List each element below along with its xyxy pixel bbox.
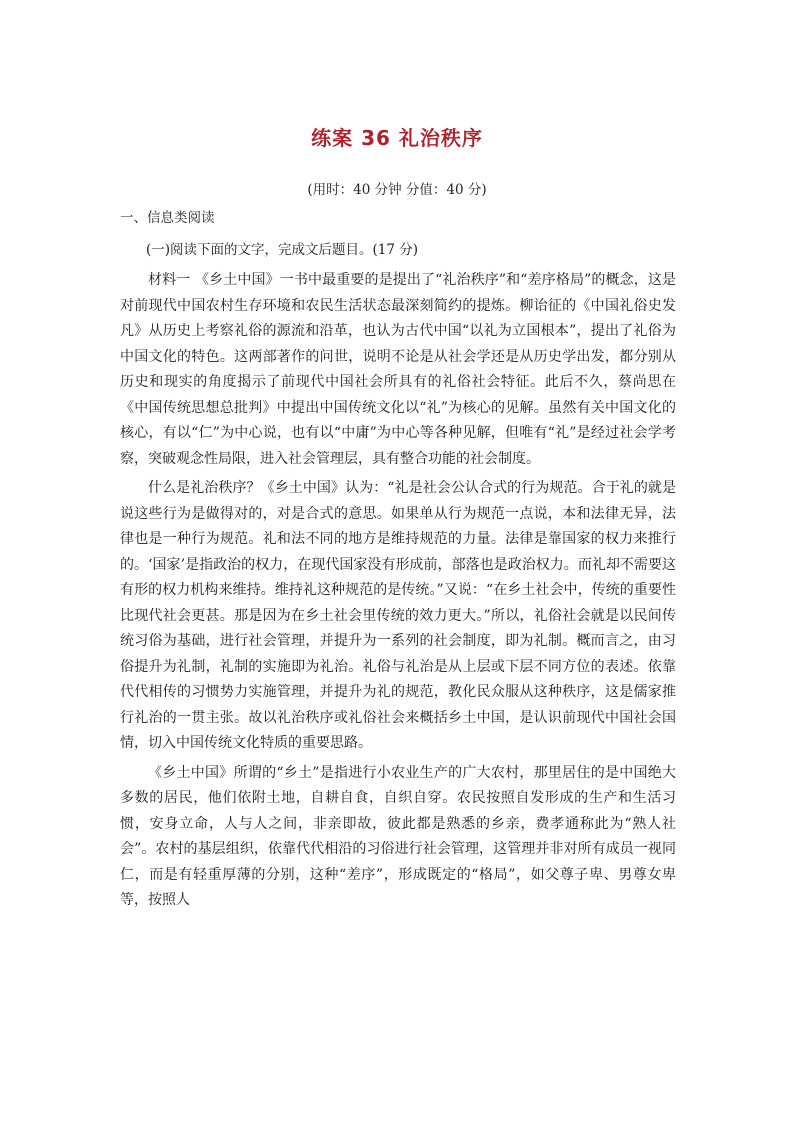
paragraph-material-1: 材料一 《乡土中国》一书中最重要的是提出了“礼治秩序”和“差序格局”的概念，这是对前现代中国农村生存环境和农民生活状态最深刻简约的提炼。柳诒征的《中国礼俗史发凡》从历史上考察礼俗的源流和沿革，也认为古代中国“以礼为立国根本”，提出了礼俗为中国文化的特色。这两部著作的问世，说明不论是从社会学还是从历史学出发，都分别从历史和现实的角度揭示了前现代中国社会所具有的礼俗社会特征。此后不久，蔡尚思在《中国传统思想总批判》中提出中国传统文化以“礼”为核心的见解。虽然有关中国文化的核心，有以“仁”为中心说，也有以“中庸”为中心等各种见解，但唯有“礼”是经过社会学考察，突破观念性局限，进入社会管理层，具有整合功能的社会制度。 <box>120 272 676 467</box>
passage-body <box>120 268 676 918</box>
page-title: 练案 36 礼治秩序 <box>311 126 483 150</box>
section-heading: 一、信息类阅读 <box>120 210 215 226</box>
time-score-info: (用时：40 分钟 分值：40 分) <box>307 182 487 198</box>
paragraph-ritual-order: 什么是礼治秩序？《乡土中国》认为：“礼是社会公认合式的行为规范。合于礼的就是说这些行为是做得对的，对是合式的意思。如果单从行为规范一点说，本和法律无异，法律也是一种行为规范。礼和法不同的地方是维持规范的力量。法律是靠国家的权力来推行的。‘国家’是指政治的权力，在现代国家没有形成前，部落也是政治权力。而礼却不需要这有形的权力机构来维持。维持礼这种规范的是传统。”又说：“在乡土社会中，传统的重要性比现代社会更甚。那是因为在乡土社会里传统的效力更大。”所以，礼俗社会就是以民间传统习俗为基础，进行社会管理，并提升为一系列的社会制度，即为礼制。概而言之，由习俗提升为礼制，礼制的实施即为礼治。礼俗与礼治是从上层或下层不同方位的表述。依靠代代相传的习惯势力实施管理，并提升为礼的规范，教化民众服从这种秩序，这是儒家推行礼治的一贯主张。故以礼治秩序或礼俗社会来概括乡土中国，是认识前现代中国社会国情，切入中国传统文化特质的重要思路。 <box>120 480 676 751</box>
subsection-heading: (一)阅读下面的文字，完成文后题目。(17 分) <box>146 242 419 258</box>
paragraph-xiangtu: 《乡土中国》所谓的“乡土”是指进行小农业生产的广大农村，那里居住的是中国绝大多数的居民，他们依附土地，自耕自食，自织自穿。农民按照自发形成的生产和生活习惯，安身立命，人与人之间，非亲即故，彼此都是熟悉的乡亲，费孝通称此为“熟人社会”。农村的基层组织，依靠代代相沿的习俗进行社会管理，这管理并非对所有成员一视同仁，而是有轻重厚薄的分别，这种“差序”，形成既定的“格局”，如父尊子卑、男尊女卑等，按照人 <box>120 764 676 908</box>
